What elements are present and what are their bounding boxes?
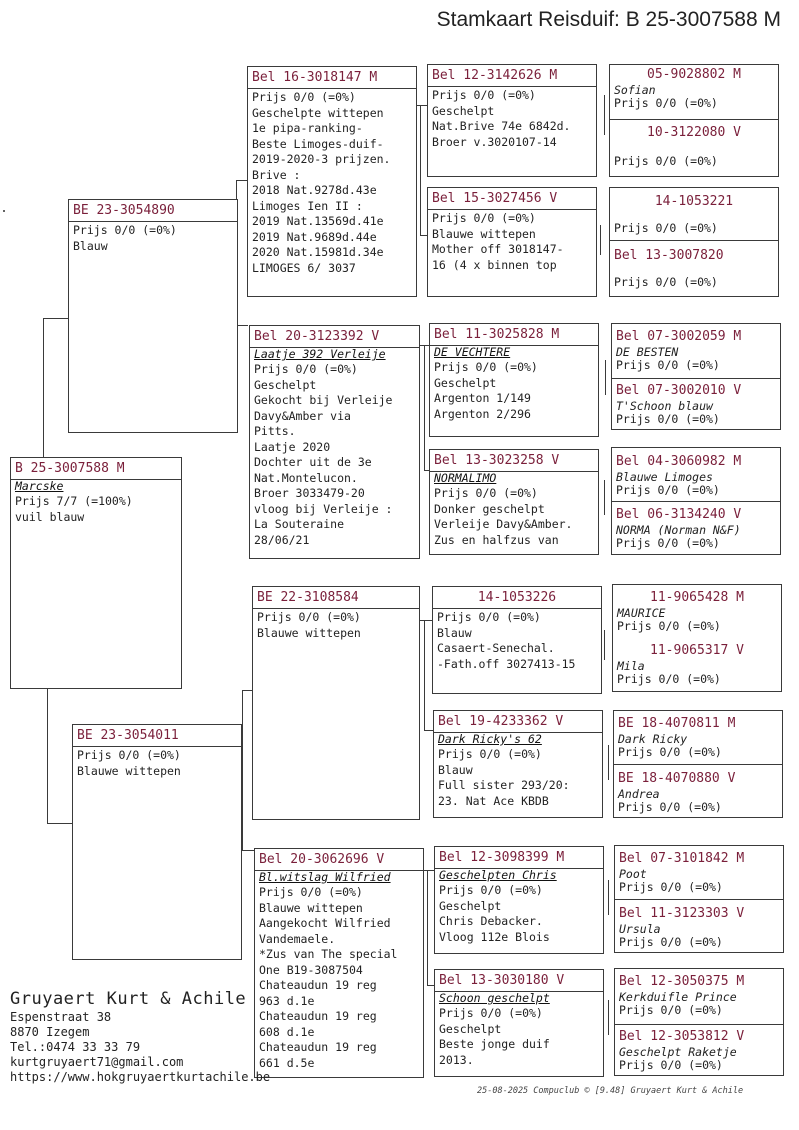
ring-number: Bel 19-4233362 V [434, 711, 602, 733]
pigeon-entry [613, 588, 781, 633]
prize-text: Prijs 0/0 (=0%) [616, 358, 720, 372]
pigeon-details: Prijs 0/0 (=0%) Blauw Full sister 293/20: 23. Nat Ace KBDB [438, 747, 570, 808]
prize-text: Prijs 0/0 (=0%) [618, 745, 722, 759]
pigeon-entry [610, 192, 778, 235]
owner-info [10, 988, 270, 1085]
pigeon-card-gen3 [429, 323, 599, 437]
pigeon-details: Prijs 0/0 (=0%) Donker geschelpt Verleije Davy&Amber. Zus en halfzus van [434, 486, 573, 547]
ring-number: BE 22-3108584 [253, 587, 419, 609]
pigeon-card-gen3 [434, 969, 604, 1077]
pigeon-card-grandfather-maternal [252, 586, 420, 820]
connector-line [605, 360, 606, 395]
pigeon-name: Geschelpten Chris [439, 869, 557, 882]
pigeon-entry [614, 714, 782, 759]
connector-line [47, 688, 48, 823]
connector-line [43, 318, 44, 457]
pigeon-name: Marcske [15, 480, 64, 493]
pigeon-details: Prijs 0/0 (=0%) Blauwe wittepen Aangekocht Wilfried Vandemaele. *Zus van The special One B19-3087504 Chateaudun 19 reg 963 d.1e Chateaudun 19 reg 608 d.1e Chateaudun 19 reg 661 d.5e [259, 885, 398, 1070]
prize-text: Prijs 0/0 (=0%) [617, 672, 721, 686]
ring-number: BE 18-4070811 M [618, 716, 736, 731]
owner-website: https://www.hokgruyaertkurtachile.be [10, 1070, 271, 1084]
pigeon-name: T'Schoon blauw [616, 399, 713, 413]
pigeon-name: Bl.witslag Wilfried [259, 871, 391, 884]
owner-name: Gruyaert Kurt & Achile [10, 989, 247, 1009]
prize-text: Prijs 0/0 (=0%) [614, 154, 718, 168]
owner-city: 8870 Izegem [10, 1025, 90, 1039]
prize-text: Prijs 0/0 (=0%) [619, 1058, 723, 1072]
pigeon-details: Prijs 0/0 (=0%) Blauwe wittepen [77, 748, 181, 778]
pigeon-card-gen3 [432, 586, 602, 694]
pigeon-details: Prijs 0/0 (=0%) Geschelpt Nat.Brive 74e 6842d. Broer v.3020107-14 [432, 88, 571, 149]
connector-line [604, 95, 605, 135]
pigeon-name: Dark Ricky [618, 732, 688, 746]
pigeon-card-gen4-pair [614, 968, 784, 1076]
connector-line [420, 105, 421, 235]
pigeon-name: DE VECHTERE [434, 346, 511, 359]
pigeon-name: Poot [619, 867, 647, 881]
connector-line [424, 345, 425, 470]
pigeon-name: Laatje 392 Verleije [254, 348, 386, 361]
pigeon-entry [613, 641, 781, 686]
pigeon-details: Prijs 0/0 (=0%) Blauwe wittepen [257, 610, 361, 640]
ring-number: Bel 11-3025828 M [430, 324, 598, 346]
pigeon-entry [612, 452, 780, 497]
pigeon-card-gen3 [429, 449, 599, 555]
scan-speck [3, 210, 5, 212]
ring-number: Bel 13-3007820 [614, 248, 724, 263]
pigeon-card-gen4-pair [611, 447, 781, 555]
pigeon-name: Geschelpt Raketje [619, 1045, 737, 1059]
prize-text: Prijs 0/0 (=0%) [617, 619, 721, 633]
prize-text: Prijs 0/0 (=0%) [616, 483, 720, 497]
connector-line [608, 880, 609, 915]
pigeon-details: Prijs 7/7 (=100%) vuil blauw [15, 494, 133, 524]
pigeon-entry [612, 381, 780, 426]
pigeon-entry [615, 972, 783, 1017]
owner-address: Espenstraat 38 [10, 1010, 112, 1024]
divider [615, 1024, 783, 1025]
prize-text: Prijs 0/0 (=0%) [619, 880, 723, 894]
ring-number: Bel 13-3030180 V [435, 970, 603, 992]
pigeon-name: NORMA (Norman N&F) [616, 523, 741, 537]
pigeon-details: Prijs 0/0 (=0%) Geschelpt Argenton 1/149 Argenton 2/296 [434, 360, 538, 421]
ring-number: B 25-3007588 M [11, 458, 181, 480]
connector-line [608, 745, 609, 780]
prize-text: Prijs 0/0 (=0%) [616, 412, 720, 426]
pigeon-name: Andrea [618, 787, 660, 801]
ring-number: Bel 04-3060982 M [616, 454, 742, 469]
connector-line [43, 318, 69, 319]
pigeon-name: NORMALIMO [434, 472, 497, 485]
connector-line [608, 1000, 609, 1035]
pigeon-card-gen3 [427, 64, 597, 177]
ring-number: Bel 06-3134240 V [616, 507, 742, 522]
ring-number: Bel 11-3123303 V [619, 906, 745, 921]
pigeon-card-subject [10, 457, 182, 689]
pigeon-details: Prijs 0/0 (=0%) Blauwe wittepen Mother off 3018147- 16 (4 x binnen top [432, 211, 564, 272]
pigeon-details: Prijs 0/0 (=0%) Blauw [73, 223, 177, 253]
pigeon-details: Prijs 0/0 (=0%) Geschelpt Chris Debacker. Vloog 112e Blois [439, 883, 550, 944]
divider [615, 899, 783, 900]
pigeon-entry [615, 1027, 783, 1072]
ring-number: Bel 12-3050375 M [619, 974, 745, 989]
pigeon-entry [615, 904, 783, 949]
connector-line [420, 620, 432, 621]
ring-number: Bel 16-3018147 M [248, 67, 416, 89]
pigeon-name: Mila [617, 659, 645, 673]
prize-text: Prijs 0/0 (=0%) [616, 536, 720, 550]
pigeon-name: Schoon geschelpt [439, 992, 550, 1005]
ring-number: Bel 15-3027456 V [428, 188, 596, 210]
connector-line [242, 690, 243, 850]
connector-line [419, 345, 429, 346]
pigeon-card-grandmother-maternal [254, 848, 424, 1078]
pigeon-name: Ursula [619, 922, 661, 936]
connector-line [424, 730, 433, 731]
pigeon-details: Prijs 0/0 (=0%) Geschelpte wittepen 1e pipa-ranking- Beste Limoges-duif- 2019-2020-3 prijzen. Brive : 2018 Nat.9278d.43e Limoges Ien II : 2019 Nat.13569d.41e 2019 Nat.9689d.44e 2020 Nat.15981d.34e LIMOGES 6/ 3037 [252, 90, 391, 275]
owner-phone: Tel.:0474 33 33 79 [10, 1040, 141, 1054]
ring-number: Bel 07-3002059 M [616, 329, 742, 344]
pigeon-entry [610, 246, 778, 289]
ring-number: 11-9065317 V [650, 643, 744, 658]
divider [614, 764, 782, 765]
pigeon-card-gen4-pair [612, 584, 782, 692]
ring-number: Bel 07-3002010 V [616, 383, 742, 398]
ring-number: 10-3122080 V [647, 125, 741, 140]
ring-number: Bel 07-3101842 M [619, 851, 745, 866]
pigeon-name: Blauwe Limoges [616, 470, 713, 484]
pigeon-card-gen4-pair [614, 845, 784, 953]
owner-email: kurtgruyaert71@gmail.com [10, 1055, 184, 1069]
ring-number: Bel 12-3053812 V [619, 1029, 745, 1044]
pigeon-details: Prijs 0/0 (=0%) Geschelpt Gekocht bij Verleije Davy&Amber via Pitts. Laatje 2020 Dochter uit de 3e Nat.Montelucon. Broer 3033479-20 vloog bij Verleije : La Souteraine 28/06/21 [254, 362, 393, 547]
footer-credit: 25-08-2025 Compuclub © [9.48] Gruyaert Kurt & Achile [477, 1086, 744, 1096]
connector-line [47, 823, 73, 824]
pigeon-name: Sofian [614, 83, 656, 97]
pigeon-entry [614, 769, 782, 814]
pigeon-entry [610, 123, 778, 168]
ring-number: 14-1053226 [433, 587, 601, 609]
ring-number: BE 23-3054011 [73, 725, 241, 747]
ring-number: BE 18-4070880 V [618, 771, 736, 786]
pigeon-details: Prijs 0/0 (=0%) Blauw Casaert-Senechal. -Fath.off 3027413-15 [437, 610, 576, 671]
pigeon-card-gen4-pair [611, 323, 781, 430]
pigeon-entry [610, 65, 778, 110]
pigeon-card-gen3 [433, 710, 603, 818]
connector-line [424, 620, 425, 730]
divider [612, 501, 780, 502]
connector-line [600, 225, 601, 255]
ring-number: 11-9065428 M [650, 590, 744, 605]
divider [610, 240, 778, 241]
pigeon-card-mother [72, 724, 242, 960]
pigeon-card-gen3 [427, 187, 597, 297]
pigeon-entry [612, 327, 780, 372]
prize-text: Prijs 0/0 (=0%) [619, 1003, 723, 1017]
page-title: Stamkaart Reisduif: B 25-3007588 M [436, 8, 781, 31]
ring-number: 05-9028802 M [647, 67, 741, 82]
ring-number: 14-1053221 [654, 194, 734, 209]
pigeon-details: Prijs 0/0 (=0%) Geschelpt Beste jonge duif 2013. [439, 1006, 550, 1067]
pigeon-card-gen4-pair [613, 710, 783, 818]
prize-text: Prijs 0/0 (=0%) [619, 935, 723, 949]
pigeon-card-grandfather-paternal [247, 66, 417, 297]
pigeon-card-gen3 [434, 846, 604, 954]
pigeon-card-gen4-pair [609, 187, 779, 297]
connector-line [427, 870, 428, 985]
ring-number: Bel 12-3142626 M [428, 65, 596, 87]
ring-number: Bel 20-3062696 V [255, 849, 423, 871]
pigeon-card-father [68, 199, 238, 433]
prize-text: Prijs 0/0 (=0%) [614, 221, 718, 235]
prize-text: Prijs 0/0 (=0%) [614, 96, 718, 110]
ring-number: Bel 12-3098399 M [435, 847, 603, 869]
prize-text: Prijs 0/0 (=0%) [618, 800, 722, 814]
pigeon-name: MAURICE [617, 606, 666, 620]
connector-line [604, 630, 605, 660]
connector-line [604, 480, 605, 515]
ring-number: Bel 13-3023258 V [430, 450, 598, 472]
pigeon-name: DE BESTEN [616, 345, 679, 359]
divider [610, 119, 778, 120]
pigeon-entry [615, 849, 783, 894]
pigeon-name: Dark Ricky's 62 [438, 733, 542, 746]
divider [612, 378, 780, 379]
pigeon-card-gen4-pair [609, 64, 779, 177]
ring-number: Bel 20-3123392 V [250, 326, 419, 348]
pigeon-entry [612, 505, 780, 550]
prize-text: Prijs 0/0 (=0%) [614, 275, 718, 289]
pigeon-name: Kerkduifle Prince [619, 990, 737, 1004]
ring-number: BE 23-3054890 [69, 200, 237, 222]
pigeon-card-grandmother-paternal [249, 325, 420, 559]
